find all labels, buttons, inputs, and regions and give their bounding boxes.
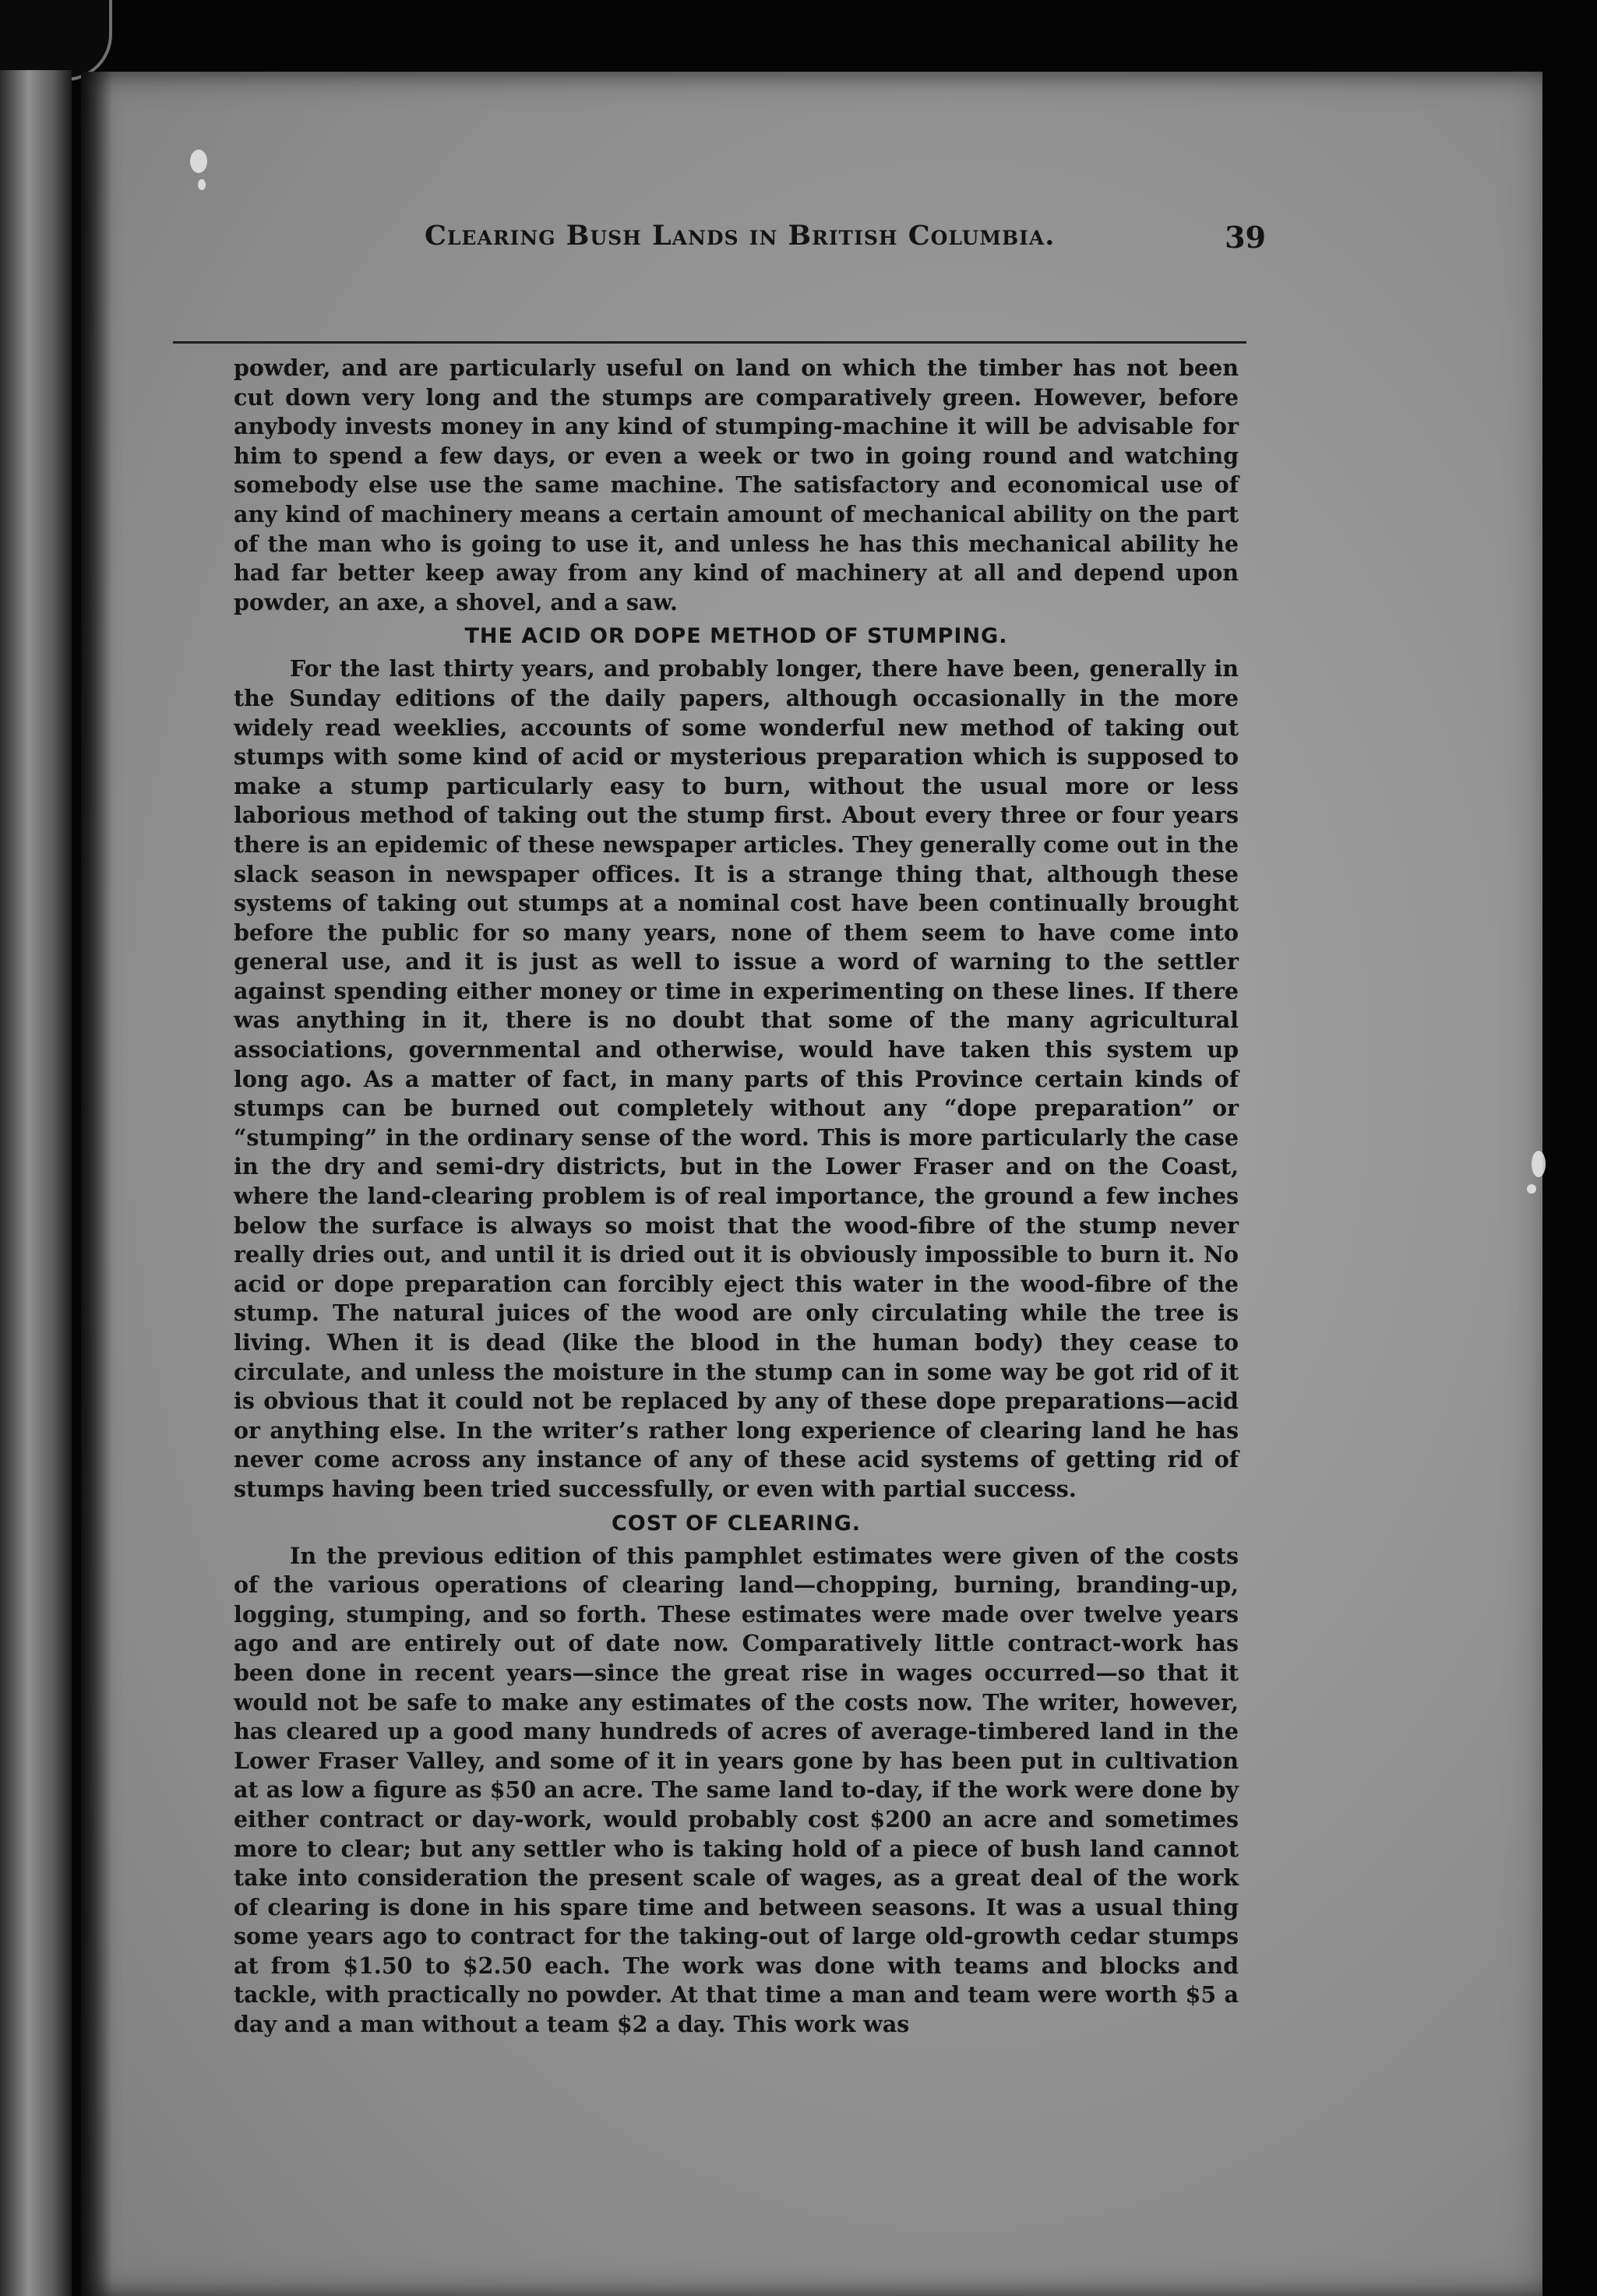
section-heading: THE ACID OR DOPE METHOD OF STUMPING.: [464, 624, 1008, 649]
body-text: [234, 354, 1239, 2040]
paper-speck: [1532, 1151, 1546, 1177]
paper-speck: [198, 179, 206, 190]
gutter-shadow: [81, 72, 112, 2296]
section-heading: COST OF CLEARING.: [611, 1511, 862, 1536]
running-head: Clearing Bush Lands in British Columbia.: [425, 220, 1056, 252]
paper-speck: [190, 150, 207, 173]
page-number: 39: [1225, 220, 1266, 255]
page-corner-curl: [0, 0, 112, 81]
paragraph: powder, and are particularly useful on land on which the timber has not been cut down very long and the stumps are comparatively green. However, before anybody invests money in any kind of stumping-machine it will be advisable for him to spend a few days, or even a week or two in going round and watching somebody else use the same machine. The satisfactory and economical use of any kind of machinery means a certain amount of mechanical ability on the part of the man who is going to use it, and unless he has this mechanical ability he had far better keep away from any kind of machinery at all and depend upon powder, an axe, a shovel, and a saw.: [234, 354, 1239, 615]
paper-speck: [1527, 1184, 1536, 1194]
paragraph: In the previous edition of this pamphlet estimates were given of the costs of the various operations of clearing land—chopping, burning, branding-up, logging, stumping, and so forth. These estimates were made over twelve years ago and are entirely out of date now. Comparatively little contract-work has been done in recent years—since the great rise in wages occurred—so that it would not be safe to make any estimates of the costs now. The writer, however, has cleared up a good many hundreds of acres of average-timbered land in the Lower Fraser Valley, and some of it in years gone by has been put in cultivation at as low a figure as $50 an acre. The same land to-day, if the work were done by either contract or day-work, would probably cost $200 an acre and sometimes more to clear; but any settler who is taking hold of a piece of bush land cannot take into consideration the present scale of wages, as a great deal of the work of clearing is done in his spare time and between seasons. It was a usual thing some years ago to contract for the taking-out of large old-growth cedar stumps at from $1.50 to $2.50 each. The work was done with teams and blocks and tackle, with practically no powder. At that time a man and team were worth $5 a day and a man without a team $2 a day. This work was: [234, 1542, 1239, 2038]
page-header: [308, 220, 1266, 266]
paragraph: For the last thirty years, and probably longer, there have been, generally in the Sunday editions of the daily papers, although occasionally in the more widely read weeklies, accounts of some wonderful new method of taking out stumps with some kind of acid or mysterious preparation which is supposed to make a stump particularly easy to burn, without the usual more or less laborious method of taking out the stump first. About every three or four years there is an epidemic of these newspaper articles. They generally come out in the slack season in newspaper offices. It is a strange thing that, although these systems of taking out stumps at a nominal cost have been continually brought before the public for so many years, none of them seem to have come into general use, and it is just as well to issue a word of warning to the settler against spending either money or time in experimenting on these lines. If there was anything in it, there is no doubt that some of the many agricultural associations, governmental and otherwise, would have taken this system up long ago. As a matter of fact, in many parts of this Province certain kinds of stumps can be burned out completely without any “dope preparation” or “stumping” in the ordinary sense of the word. This is more particularly the case in the dry and semi-dry districts, but in the Lower Fraser and on the Coast, where the land-clearing problem is of real importance, the ground a few inches below the surface is always so moist that the wood-fibre of the stump never really dries out, and until it is dried out it is obviously impossible to burn it. No acid or dope preparation can forcibly eject this water in the wood-fibre of the stump. The natural juices of the wood are only circulating while the tree is living. When it is dead (like the blood in the human body) they cease to circulate, and unless the moisture in the stump can in some way be got rid of it is obvious that it could not be replaced by any of these dope preparations—acid or anything else. In the writer’s rather long experience of clearing land he has never come across any instance of any of these acid systems of getting rid of stumps having been tried successfully, or even with partial success.: [234, 655, 1239, 1502]
header-rule: [173, 341, 1246, 344]
facing-page-edge: [0, 70, 72, 2296]
